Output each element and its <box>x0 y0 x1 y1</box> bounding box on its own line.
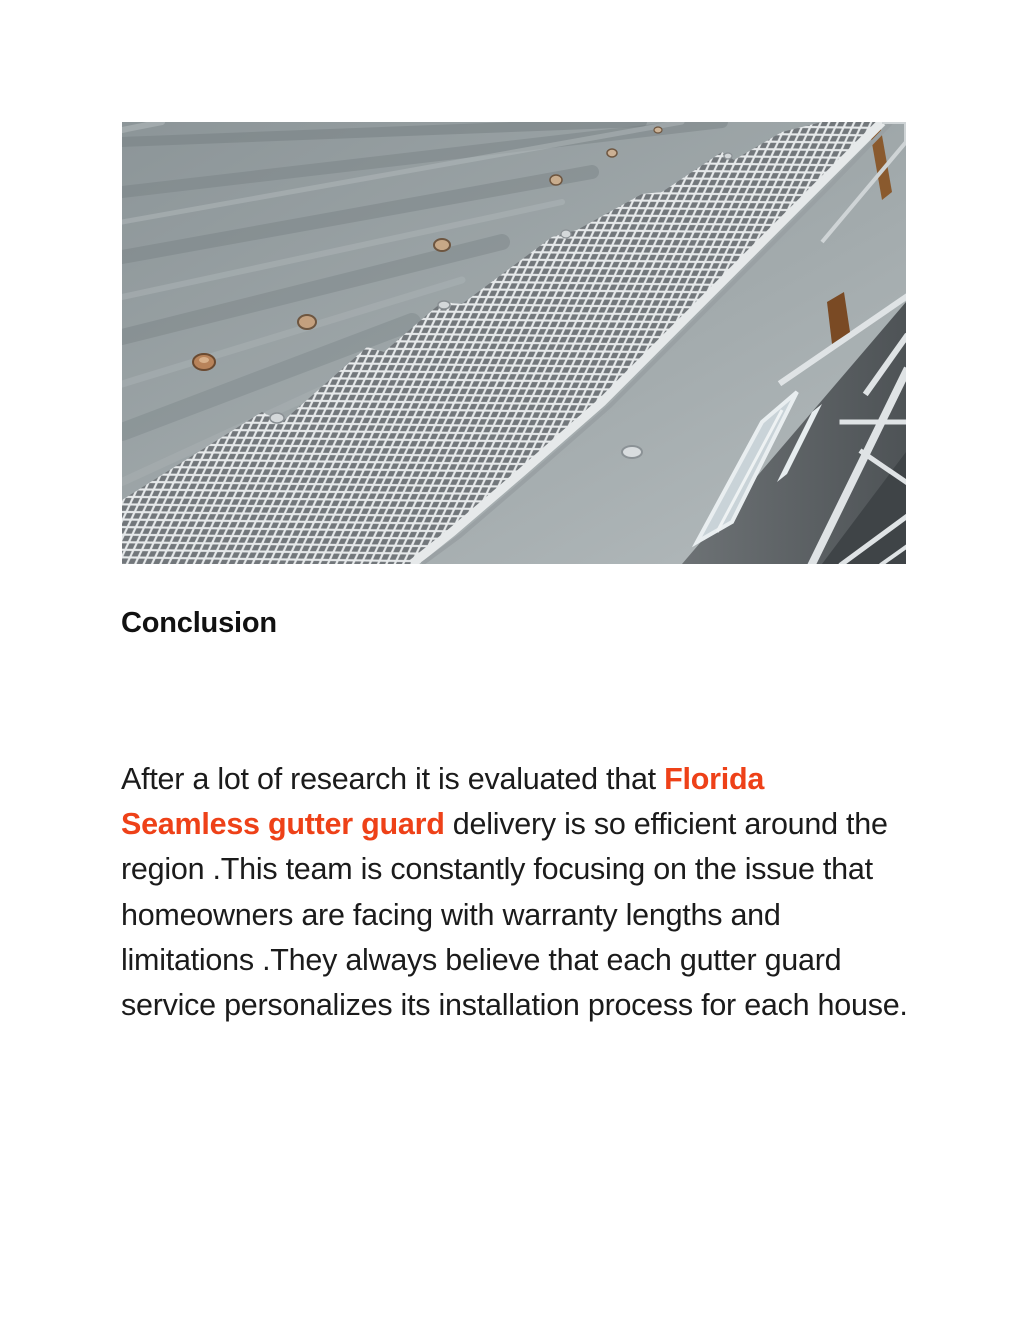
paragraph-lead: After a lot of research it is evaluated that <box>121 762 665 796</box>
gutter-guard-photo <box>122 122 906 564</box>
gutter-connector <box>622 446 642 458</box>
roof-illustration <box>122 122 906 564</box>
paragraph-tail: delivery is so efficient around the region .This team is constantly focusing on the issue that homeowners are facing with warranty lengths and limitations .They always believe that each gutter guard service personalizes its installation process for each house. <box>121 807 908 1023</box>
florida-seamless-gutter-guard-link[interactable]: Florida Seamless gutter guard <box>121 762 765 842</box>
section-heading: Conclusion <box>121 607 277 639</box>
conclusion-paragraph <box>121 757 911 1028</box>
